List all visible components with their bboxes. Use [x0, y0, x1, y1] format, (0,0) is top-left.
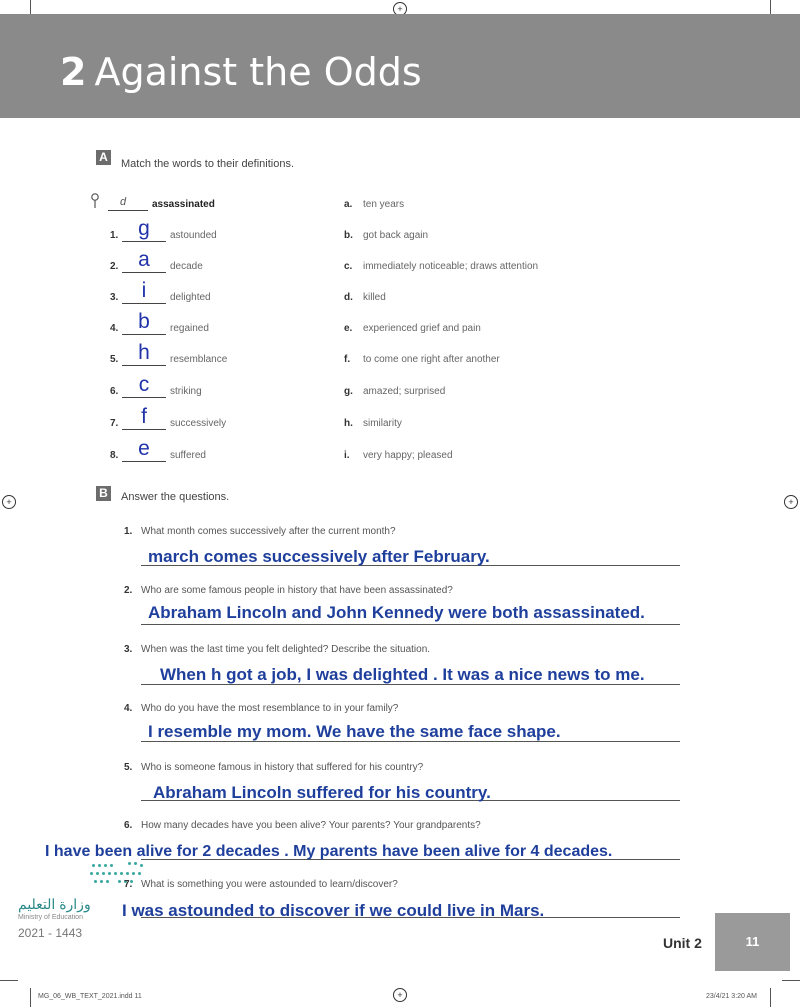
- definition-text: ten years: [363, 199, 405, 210]
- definition-text: similarity: [363, 418, 402, 429]
- definition-text: experienced grief and pain: [363, 323, 481, 334]
- ministry-name-english: Ministry of Education: [18, 914, 83, 921]
- question-text: Who is someone famous in history that suffered for his country?: [141, 762, 424, 773]
- definition-letter: h.: [344, 418, 353, 429]
- section-a-instruction: Match the words to their definitions.: [121, 158, 295, 170]
- registration-mark-icon: +: [2, 495, 16, 509]
- item-number: 8.: [110, 450, 119, 461]
- edition-year: 2021 - 1443: [18, 926, 83, 940]
- handwritten-answer: b: [138, 310, 150, 333]
- item-number: 3.: [110, 292, 119, 303]
- handwritten-answer: I resemble my mom. We have the same face shape.: [148, 722, 561, 741]
- item-number: 7.: [110, 418, 119, 429]
- handwritten-answer: e: [138, 437, 150, 460]
- question-number: 4.: [124, 703, 133, 714]
- question-text: Who are some famous people in history that have been assassinated?: [141, 585, 453, 596]
- definition-text: very happy; pleased: [363, 450, 453, 461]
- item-number: 2.: [110, 261, 119, 272]
- question-number: 2.: [124, 585, 133, 596]
- vocab-word: resemblance: [170, 354, 228, 365]
- question-text: What is something you were astounded to learn/discover?: [141, 879, 398, 890]
- vocab-word: suffered: [170, 450, 206, 461]
- date-slug: 23/4/21 3:20 AM: [706, 993, 757, 1000]
- vocab-word: delighted: [170, 292, 211, 303]
- answer-blank: [122, 397, 166, 398]
- question-text: Who do you have the most resemblance to in your family?: [141, 703, 399, 714]
- answer-blank: [122, 241, 166, 242]
- page-number: 11: [715, 913, 790, 971]
- item-number: 6.: [110, 386, 119, 397]
- question-number: 1.: [124, 526, 133, 537]
- handwritten-answer: i: [141, 279, 147, 302]
- question-number: 6.: [124, 820, 133, 831]
- handwritten-answer: When h got a job, I was delighted . It was a nice news to me.: [160, 665, 645, 684]
- sample-answer: d: [120, 196, 127, 208]
- example-pin-icon: [90, 193, 100, 214]
- definition-text: immediately noticeable; draws attention: [363, 261, 539, 272]
- answer-blank: [122, 303, 166, 304]
- vocab-word: regained: [170, 323, 209, 334]
- ministry-name-arabic: وزارة التعليم: [18, 896, 91, 912]
- question-text: What month comes successively after the current month?: [141, 526, 396, 537]
- definition-text: to come one right after another: [363, 354, 500, 365]
- handwritten-answer: g: [138, 217, 150, 240]
- question-text: How many decades have you been alive? Your parents? Your grandparents?: [141, 820, 481, 831]
- section-b-label: B: [96, 486, 111, 501]
- item-number: 5.: [110, 354, 119, 365]
- answer-blank: [122, 334, 166, 335]
- sample-word: assassinated: [152, 199, 215, 210]
- handwritten-answer: a: [138, 248, 150, 271]
- registration-mark-icon: +: [784, 495, 798, 509]
- handwritten-answer: I was astounded to discover if we could live in Mars.: [122, 901, 545, 920]
- definition-letter: a.: [344, 199, 353, 210]
- handwritten-answer: I have been alive for 2 decades . My parents have been alive for 4 decades.: [45, 843, 613, 860]
- unit-title: [60, 50, 422, 94]
- section-a-label: A: [96, 150, 111, 165]
- question-number: 5.: [124, 762, 133, 773]
- handwritten-answer: h: [138, 341, 150, 364]
- definition-letter: i.: [344, 450, 350, 461]
- definition-letter: f.: [344, 354, 351, 365]
- registration-mark-icon: +: [393, 2, 407, 16]
- definition-letter: e.: [344, 323, 353, 334]
- definition-letter: g.: [344, 386, 353, 397]
- answer-line: [141, 624, 680, 625]
- vocab-word: decade: [170, 261, 203, 272]
- answer-blank: [122, 429, 166, 430]
- answer-blank: [122, 365, 166, 366]
- definition-letter: d.: [344, 292, 353, 303]
- unit-label: Unit 2: [663, 935, 702, 951]
- unit-number: 2: [60, 50, 87, 94]
- item-number: 4.: [110, 323, 119, 334]
- registration-mark-icon: +: [393, 988, 407, 1002]
- crop-mark: [782, 980, 800, 981]
- handwritten-answer: c: [138, 373, 150, 396]
- handwritten-answer: Abraham Lincoln suffered for his country.: [153, 783, 491, 802]
- definition-text: killed: [363, 292, 386, 303]
- crop-mark: [30, 988, 31, 1007]
- question-number: 7.: [124, 879, 133, 890]
- handwritten-answer: march comes successively after February.: [148, 547, 490, 566]
- file-slug: MG_06_WB_TEXT_2021.indd 11: [38, 993, 142, 1000]
- definition-letter: b.: [344, 230, 353, 241]
- item-number: 1.: [110, 230, 119, 241]
- answer-blank: [108, 210, 148, 211]
- vocab-word: successively: [170, 418, 227, 429]
- definition-text: got back again: [363, 230, 429, 241]
- unit-title-text: Against the Odds: [94, 50, 422, 94]
- question-number: 3.: [124, 644, 133, 655]
- section-b-instruction: Answer the questions.: [121, 491, 230, 503]
- crop-mark: [770, 988, 771, 1007]
- handwritten-answer: f: [141, 405, 147, 428]
- definition-text: amazed; surprised: [363, 386, 446, 397]
- definition-letter: c.: [344, 261, 353, 272]
- crop-mark: [0, 980, 18, 981]
- answer-blank: [122, 272, 166, 273]
- handwritten-answer: Abraham Lincoln and John Kennedy were both assassinated.: [148, 603, 645, 622]
- vocab-word: astounded: [170, 230, 217, 241]
- ministry-logo-icon: [88, 858, 148, 886]
- question-text: When was the last time you felt delighted? Describe the situation.: [141, 644, 431, 655]
- answer-blank: [122, 461, 166, 462]
- vocab-word: striking: [170, 386, 202, 397]
